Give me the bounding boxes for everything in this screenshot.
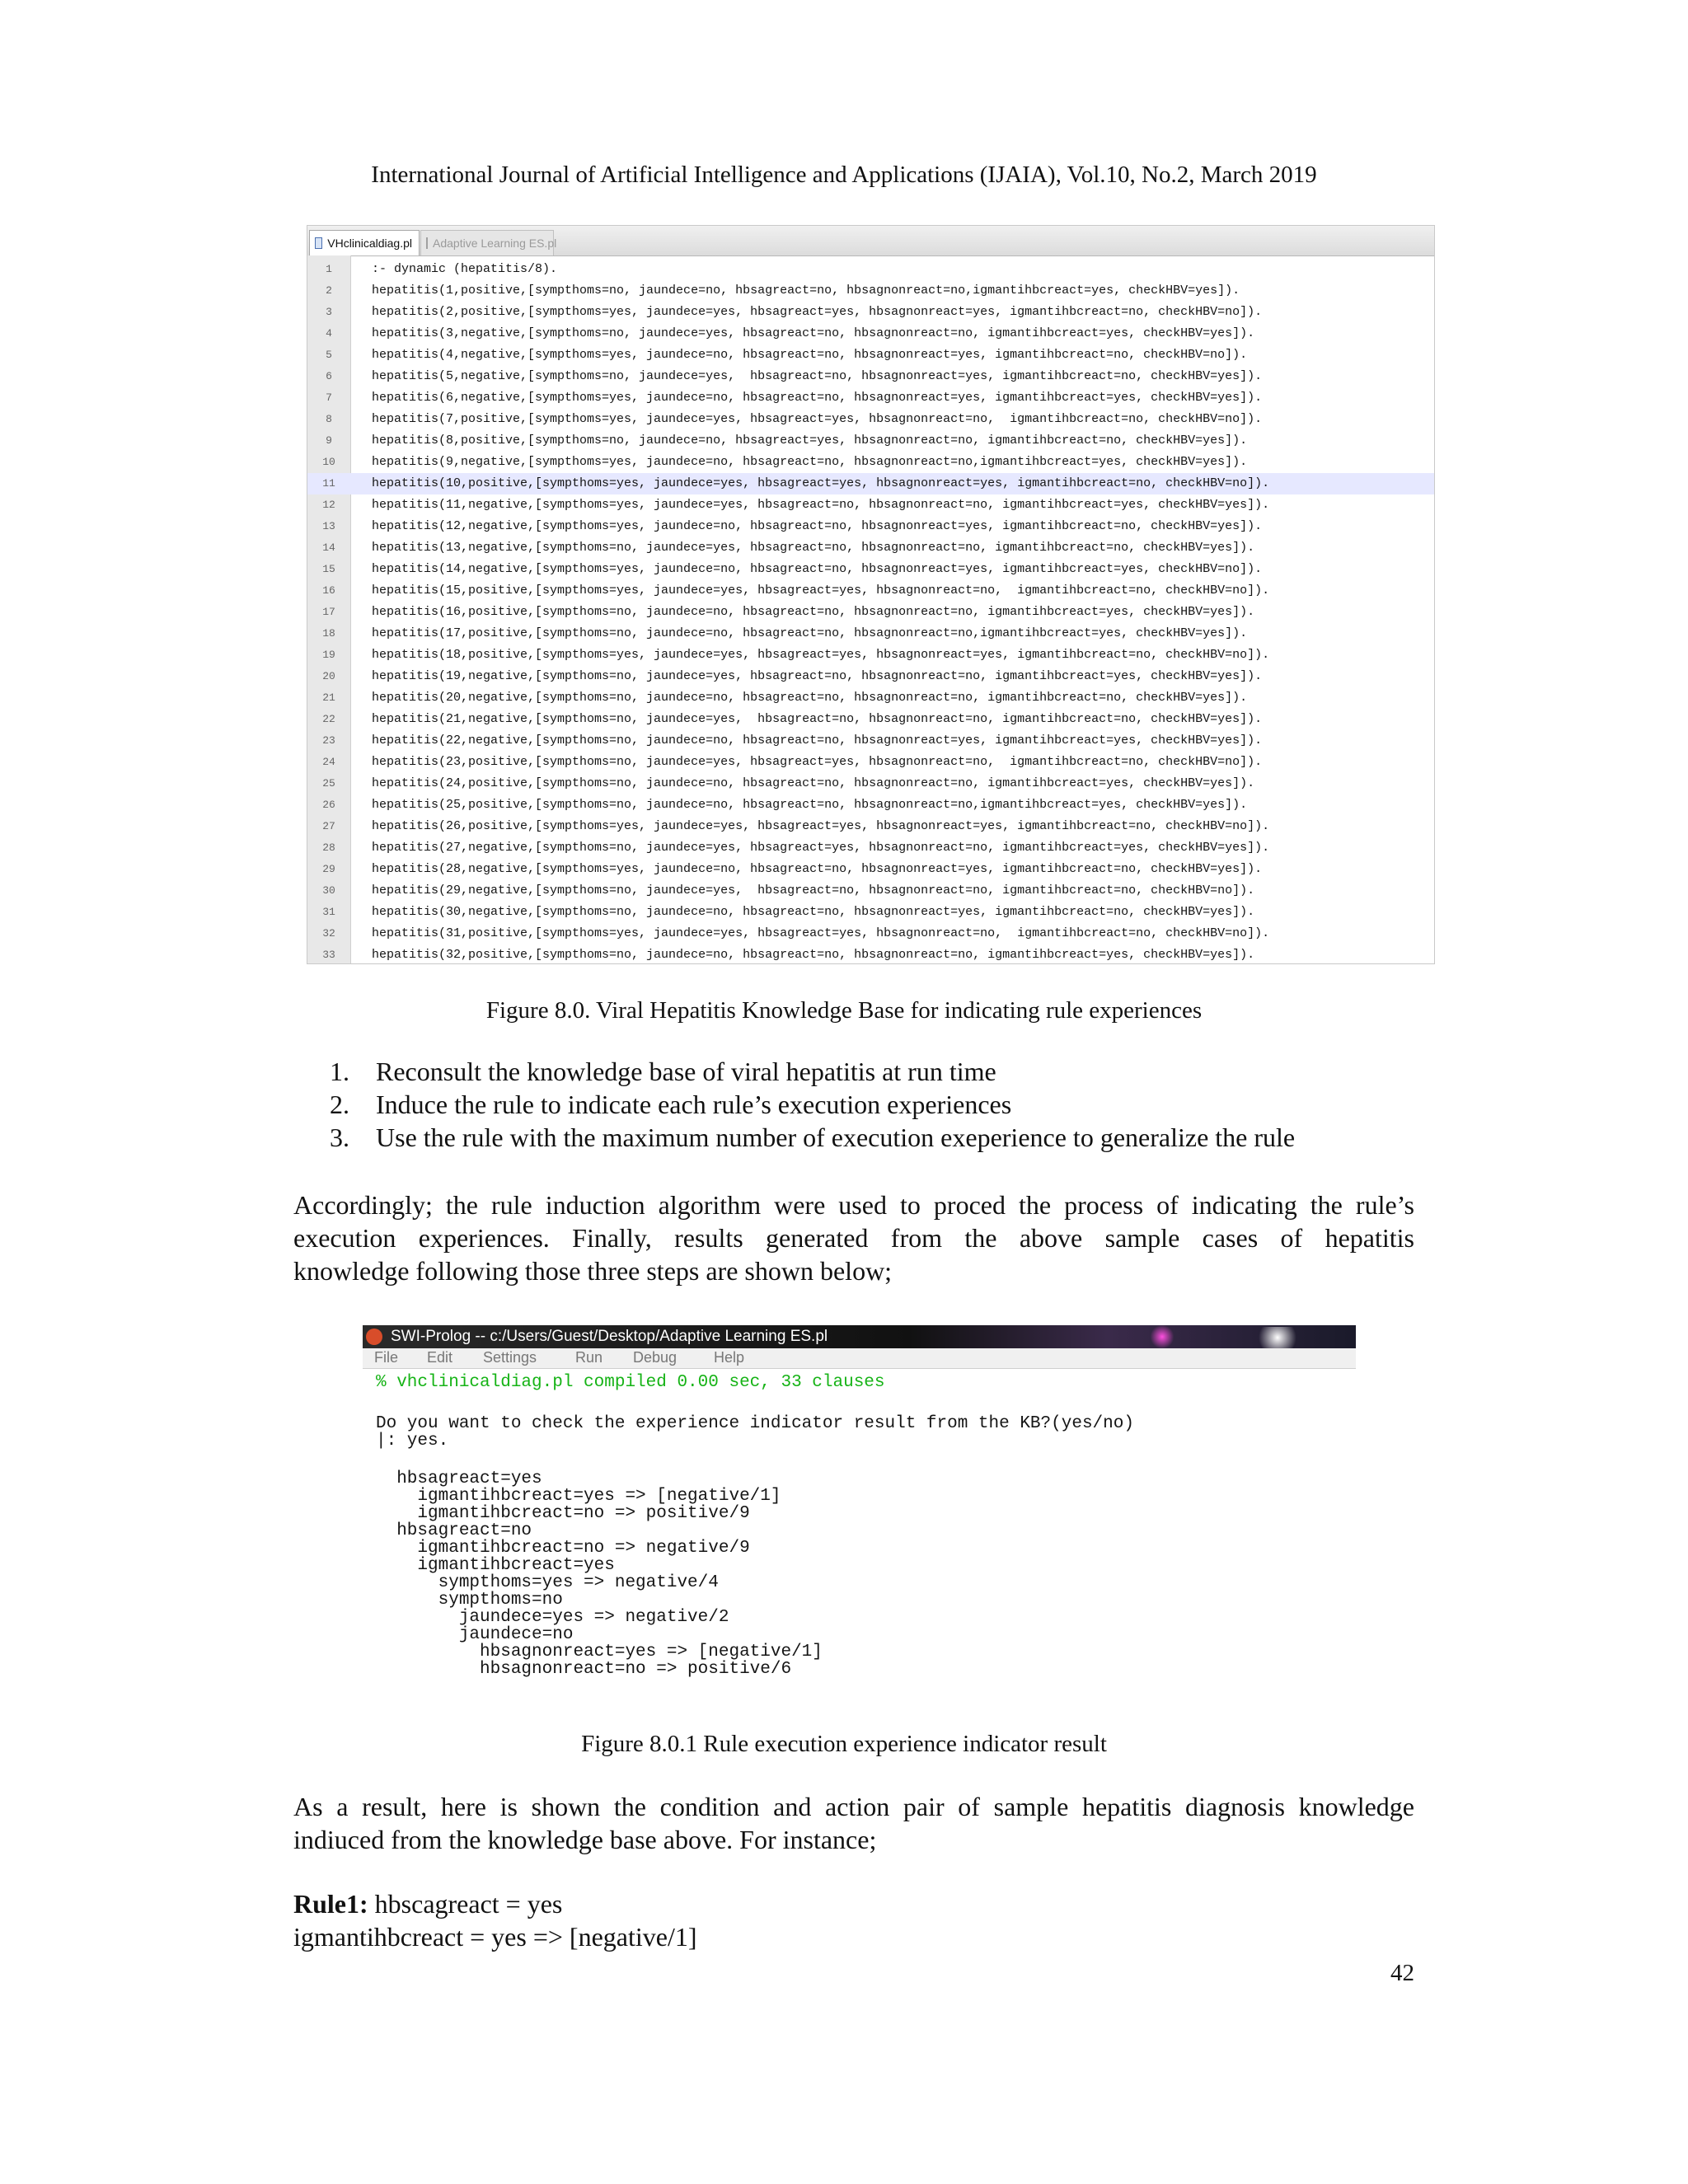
code-line [307,559,1434,580]
line-number: 8 [326,413,332,425]
code-line [307,516,1434,537]
line-number: 2 [326,284,332,297]
code-line [307,323,1434,344]
window-titlebar [363,1325,1356,1348]
console-line: hbsagreact=yes [376,1469,542,1488]
running-header: International Journal of Artificial Intelligence and Applications (IJAIA), Vol.10, No.2, March 2019 [371,162,1317,188]
console-line: igmantihbcreact=no => negative/9 [376,1539,750,1558]
console-line: Do you want to check the experience indicator result from the KB?(yes/no) [376,1414,1134,1433]
line-number: 32 [322,927,335,940]
list-text: Induce the rule to indicate each rule’s execution experiences [376,1090,1012,1119]
rule-condition: hbscagreact = yes [368,1889,563,1919]
code-text: hepatitis(7,positive,[sympthoms=yes, jaundece=yes, hbsagreact=yes, hbsagnonreact=no, igmantihbcreact=no, checkHBV=no]). [372,412,1263,426]
line-number: 10 [322,456,335,468]
list-text: Use the rule with the maximum number of execution exeperience to generalize the rule [376,1122,1296,1152]
code-line [307,602,1434,623]
code-line [307,816,1434,837]
menu-help[interactable]: Help [714,1349,745,1366]
code-text: hepatitis(28,negative,[sympthoms=yes, jaundece=no, hbsagreact=no, hbsagnonreact=yes, igmantihbcreact=no, checkHBV=yes]). [372,862,1263,876]
tab-label: VHclinicaldiag.pl [327,237,412,250]
code-text: hepatitis(9,negative,[sympthoms=yes, jaundece=no, hbsagreact=no, hbsagnonreact=no,igmantihbcreact=yes, checkHBV=yes]). [372,455,1248,469]
code-text: hepatitis(20,negative,[sympthoms=no, jaundece=no, hbsagreact=no, hbsagnonreact=no, igmantihbcreact=no, checkHBV=yes]). [372,691,1248,705]
code-text: hepatitis(19,negative,[sympthoms=no, jaundece=yes, hbsagreact=no, hbsagnonreact=no, igmantihbcreact=yes, checkHBV=yes]). [372,669,1263,683]
code-line [307,859,1434,880]
code-text: hepatitis(21,negative,[sympthoms=no, jaundece=yes, hbsagreact=no, hbsagnonreact=no, igmantihbcreact=no, checkHBV=yes]). [372,712,1263,726]
figure-caption: Figure 8.0.1 Rule execution experience indicator result [581,1731,1107,1757]
code-line [307,773,1434,794]
tab-label: Adaptive Learning ES.pl [433,237,557,250]
line-number: 12 [322,499,335,511]
code-line [307,387,1434,409]
tab-adaptive-learning[interactable] [420,230,557,255]
list-number: 2. [330,1090,349,1119]
console-line: sympthoms=no [376,1591,563,1610]
code-text: hepatitis(14,negative,[sympthoms=yes, jaundece=no, hbsagreact=no, hbsagnonreact=yes, igmantihbcreact=yes, checkHBV=no]). [372,562,1263,576]
code-editor-screenshot [307,225,1435,964]
line-number: 18 [322,627,335,640]
figure-caption: Figure 8.0. Viral Hepatitis Knowledge Base for indicating rule experiences [485,997,1203,1024]
editor-tab-bar [307,226,1434,256]
code-text: hepatitis(4,negative,[sympthoms=yes, jaundece=no, hbsagreact=no, hbsagnonreact=yes, igmantihbcreact=no, checkHBV=no]). [372,348,1248,362]
code-line [307,923,1434,944]
list-number: 3. [330,1122,349,1152]
line-number: 14 [322,541,335,554]
code-line [307,344,1434,366]
code-line [307,730,1434,752]
line-number: 28 [322,841,335,854]
line-number: 24 [322,756,335,768]
code-line [307,752,1434,773]
code-text: hepatitis(16,positive,[sympthoms=no, jaundece=no, hbsagreact=no, hbsagnonreact=no, igmantihbcreact=yes, checkHBV=yes]). [372,605,1255,619]
code-line [307,902,1434,923]
code-line [307,259,1434,280]
line-number: 31 [322,906,335,918]
code-text: hepatitis(32,positive,[sympthoms=no, jaundece=no, hbsagreact=no, hbsagnonreact=no, igmantihbcreact=yes, checkHBV=yes]). [372,948,1255,962]
code-text: hepatitis(27,negative,[sympthoms=no, jaundece=yes, hbsagreact=yes, hbsagnonreact=no, igmantihbcreact=yes, checkHBV=yes]). [372,841,1270,855]
line-number: 16 [322,584,335,597]
code-line [307,837,1434,859]
line-number: 11 [322,477,335,490]
code-text: hepatitis(31,positive,[sympthoms=yes, jaundece=yes, hbsagreact=yes, hbsagnonreact=no, igmantihbcreact=no, checkHBV=no]). [372,926,1270,940]
console-line: hbsagnonreact=no => positive/6 [376,1660,792,1679]
menu-bar [363,1348,1356,1369]
rule-label: Rule1: [293,1889,368,1919]
line-number: 25 [322,777,335,790]
code-line [307,494,1434,516]
file-icon [315,237,322,249]
code-line [307,944,1434,964]
line-number: 30 [322,884,335,897]
prolog-console-screenshot [363,1325,1356,1685]
code-line [307,452,1434,473]
console-line: igmantihbcreact=yes => [negative/1] [376,1487,781,1506]
line-number: 21 [322,691,335,704]
code-text: hepatitis(24,positive,[sympthoms=no, jaundece=no, hbsagreact=no, hbsagnonreact=no, igmantihbcreact=yes, checkHBV=yes]). [372,776,1255,790]
code-text: hepatitis(17,positive,[sympthoms=no, jaundece=no, hbsagreact=no, hbsagnonreact=no,igmantihbcreact=yes, checkHBV=yes]). [372,626,1248,640]
line-number: 19 [322,649,335,661]
line-number: 29 [322,863,335,875]
code-text: hepatitis(8,positive,[sympthoms=no, jaundece=no, hbsagreact=yes, hbsagnonreact=no, igmantihbcreact=no, checkHBV=yes]). [372,434,1248,448]
background-glow [1253,1327,1302,1348]
line-number: 5 [326,349,332,361]
code-text: hepatitis(3,negative,[sympthoms=no, jaundece=yes, hbsagreact=no, hbsagnonreact=no, igmantihbcreact=yes, checkHBV=yes]). [372,326,1255,340]
menu-file[interactable]: File [374,1349,399,1366]
console-line: |: yes. [376,1432,449,1451]
line-number: 13 [322,520,335,532]
menu-settings[interactable]: Settings [483,1349,537,1366]
code-line [307,709,1434,730]
code-text: hepatitis(6,negative,[sympthoms=yes, jaundece=no, hbsagreact=no, hbsagnonreact=yes, igmantihbcreact=yes, checkHBV=yes]). [372,391,1263,405]
line-number: 1 [326,263,332,275]
code-line [307,409,1434,430]
code-text: hepatitis(15,positive,[sympthoms=yes, jaundece=yes, hbsagreact=yes, hbsagnonreact=no, igmantihbcreact=no, checkHBV=no]). [372,583,1270,598]
line-number: 33 [322,949,335,961]
code-text: hepatitis(12,negative,[sympthoms=yes, jaundece=no, hbsagreact=no, hbsagnonreact=yes, igmantihbcreact=no, checkHBV=yes]). [372,519,1263,533]
code-text: hepatitis(13,negative,[sympthoms=no, jaundece=yes, hbsagreact=no, hbsagnonreact=no, igmantihbcreact=no, checkHBV=yes]). [372,541,1255,555]
code-text: hepatitis(30,negative,[sympthoms=no, jaundece=no, hbsagreact=no, hbsagnonreact=yes, igmantihbcreact=no, checkHBV=yes]). [372,905,1255,919]
window-title: SWI-Prolog -- c:/Users/Guest/Desktop/Adaptive Learning ES.pl [391,1328,828,1345]
code-line [307,430,1434,452]
console-line: hbsagnonreact=yes => [negative/1] [376,1643,823,1661]
rule1-action: igmantihbcreact = yes => [negative/1] [293,1922,697,1952]
code-text: hepatitis(25,positive,[sympthoms=no, jaundece=no, hbsagreact=no, hbsagnonreact=no,igmantihbcreact=yes, checkHBV=yes]). [372,798,1248,812]
console-line: igmantihbcreact=yes [376,1556,615,1575]
code-text: hepatitis(26,positive,[sympthoms=yes, jaundece=yes, hbsagreact=yes, hbsagnonreact=yes, igmantihbcreact=no, checkHBV=no]). [372,819,1270,833]
line-number: 26 [322,799,335,811]
code-line [307,537,1434,559]
menu-edit[interactable]: Edit [427,1349,453,1366]
console-line: igmantihbcreact=no => positive/9 [376,1504,750,1523]
tab-vhclinicaldiag[interactable] [309,230,420,255]
console-line: hbsagreact=no [376,1521,532,1540]
code-text: hepatitis(18,positive,[sympthoms=yes, jaundece=yes, hbsagreact=yes, hbsagnonreact=yes, igmantihbcreact=no, checkHBV=no]). [372,648,1270,662]
code-text: hepatitis(5,negative,[sympthoms=no, jaundece=yes, hbsagreact=no, hbsagnonreact=yes, igmantihbcreact=no, checkHBV=yes]). [372,369,1263,383]
code-text: hepatitis(22,negative,[sympthoms=no, jaundece=no, hbsagreact=no, hbsagnonreact=yes, igmantihbcreact=yes, checkHBV=yes]). [372,733,1263,748]
rule1-condition [293,1889,562,1919]
code-line [307,366,1434,387]
code-area[interactable] [307,259,1434,964]
swi-prolog-owl-icon [366,1329,382,1345]
code-text: hepatitis(10,positive,[sympthoms=yes, jaundece=yes, hbsagreact=yes, hbsagnonreact=yes, igmantihbcreact=no, checkHBV=no]). [372,476,1270,490]
line-number: 3 [326,306,332,318]
code-line [307,666,1434,687]
line-number: 27 [322,820,335,832]
console-line: sympthoms=yes => negative/4 [376,1573,719,1592]
line-number: 6 [326,370,332,382]
background-glow [1150,1325,1175,1348]
code-text: hepatitis(11,negative,[sympthoms=yes, jaundece=yes, hbsagreact=no, hbsagnonreact=no, igmantihbcreact=yes, checkHBV=yes]). [372,498,1270,512]
page-number: 42 [1390,1960,1414,1986]
code-text: hepatitis(1,positive,[sympthoms=no, jaundece=no, hbsagreact=no, hbsagnonreact=no,igmantihbcreact=yes, checkHBV=yes]). [372,284,1240,298]
body-paragraph: Accordingly; the rule induction algorithm were used to proced the process of indicating the rule’s execution experiences. Finally, results generated from the above sample cases of hepatitis knowledge following those three steps are shown below; [293,1190,1414,1286]
line-number: 22 [322,713,335,725]
code-line [307,623,1434,644]
line-number: 15 [322,563,335,575]
code-line [307,880,1434,902]
code-line [307,280,1434,302]
console-line: jaundece=no [376,1625,574,1644]
console-line: jaundece=yes => negative/2 [376,1608,729,1627]
menu-debug[interactable]: Debug [633,1349,678,1366]
line-number: 17 [322,606,335,618]
list-number: 1. [330,1057,349,1086]
code-line [307,302,1434,323]
console-line: % vhclinicaldiag.pl compiled 0.00 sec, 33 clauses [376,1373,885,1392]
menu-run[interactable]: Run [575,1349,603,1366]
code-line [307,687,1434,709]
line-number: 7 [326,391,332,404]
line-number: 20 [322,670,335,682]
line-number: 23 [322,734,335,747]
code-text: :- dynamic (hepatitis/8). [372,262,558,276]
code-line [307,794,1434,816]
body-paragraph: As a result, here is shown the condition and action pair of sample hepatitis diagnosis knowledge indiuced from the knowledge base above. For instance; [293,1792,1414,1854]
code-line [307,644,1434,666]
line-number: 4 [326,327,332,340]
code-line [307,473,1434,494]
line-number: 9 [326,434,332,447]
code-line [307,580,1434,602]
code-text: hepatitis(2,positive,[sympthoms=yes, jaundece=yes, hbsagreact=yes, hbsagnonreact=yes, igmantihbcreact=no, checkHBV=no]). [372,305,1263,319]
file-icon [426,237,428,249]
code-text: hepatitis(29,negative,[sympthoms=no, jaundece=yes, hbsagreact=no, hbsagnonreact=no, igmantihbcreact=no, checkHBV=no]). [372,883,1255,898]
code-text: hepatitis(23,positive,[sympthoms=no, jaundece=yes, hbsagreact=yes, hbsagnonreact=no, igmantihbcreact=no, checkHBV=no]). [372,755,1263,769]
list-text: Reconsult the knowledge base of viral hepatitis at run time [376,1057,996,1086]
